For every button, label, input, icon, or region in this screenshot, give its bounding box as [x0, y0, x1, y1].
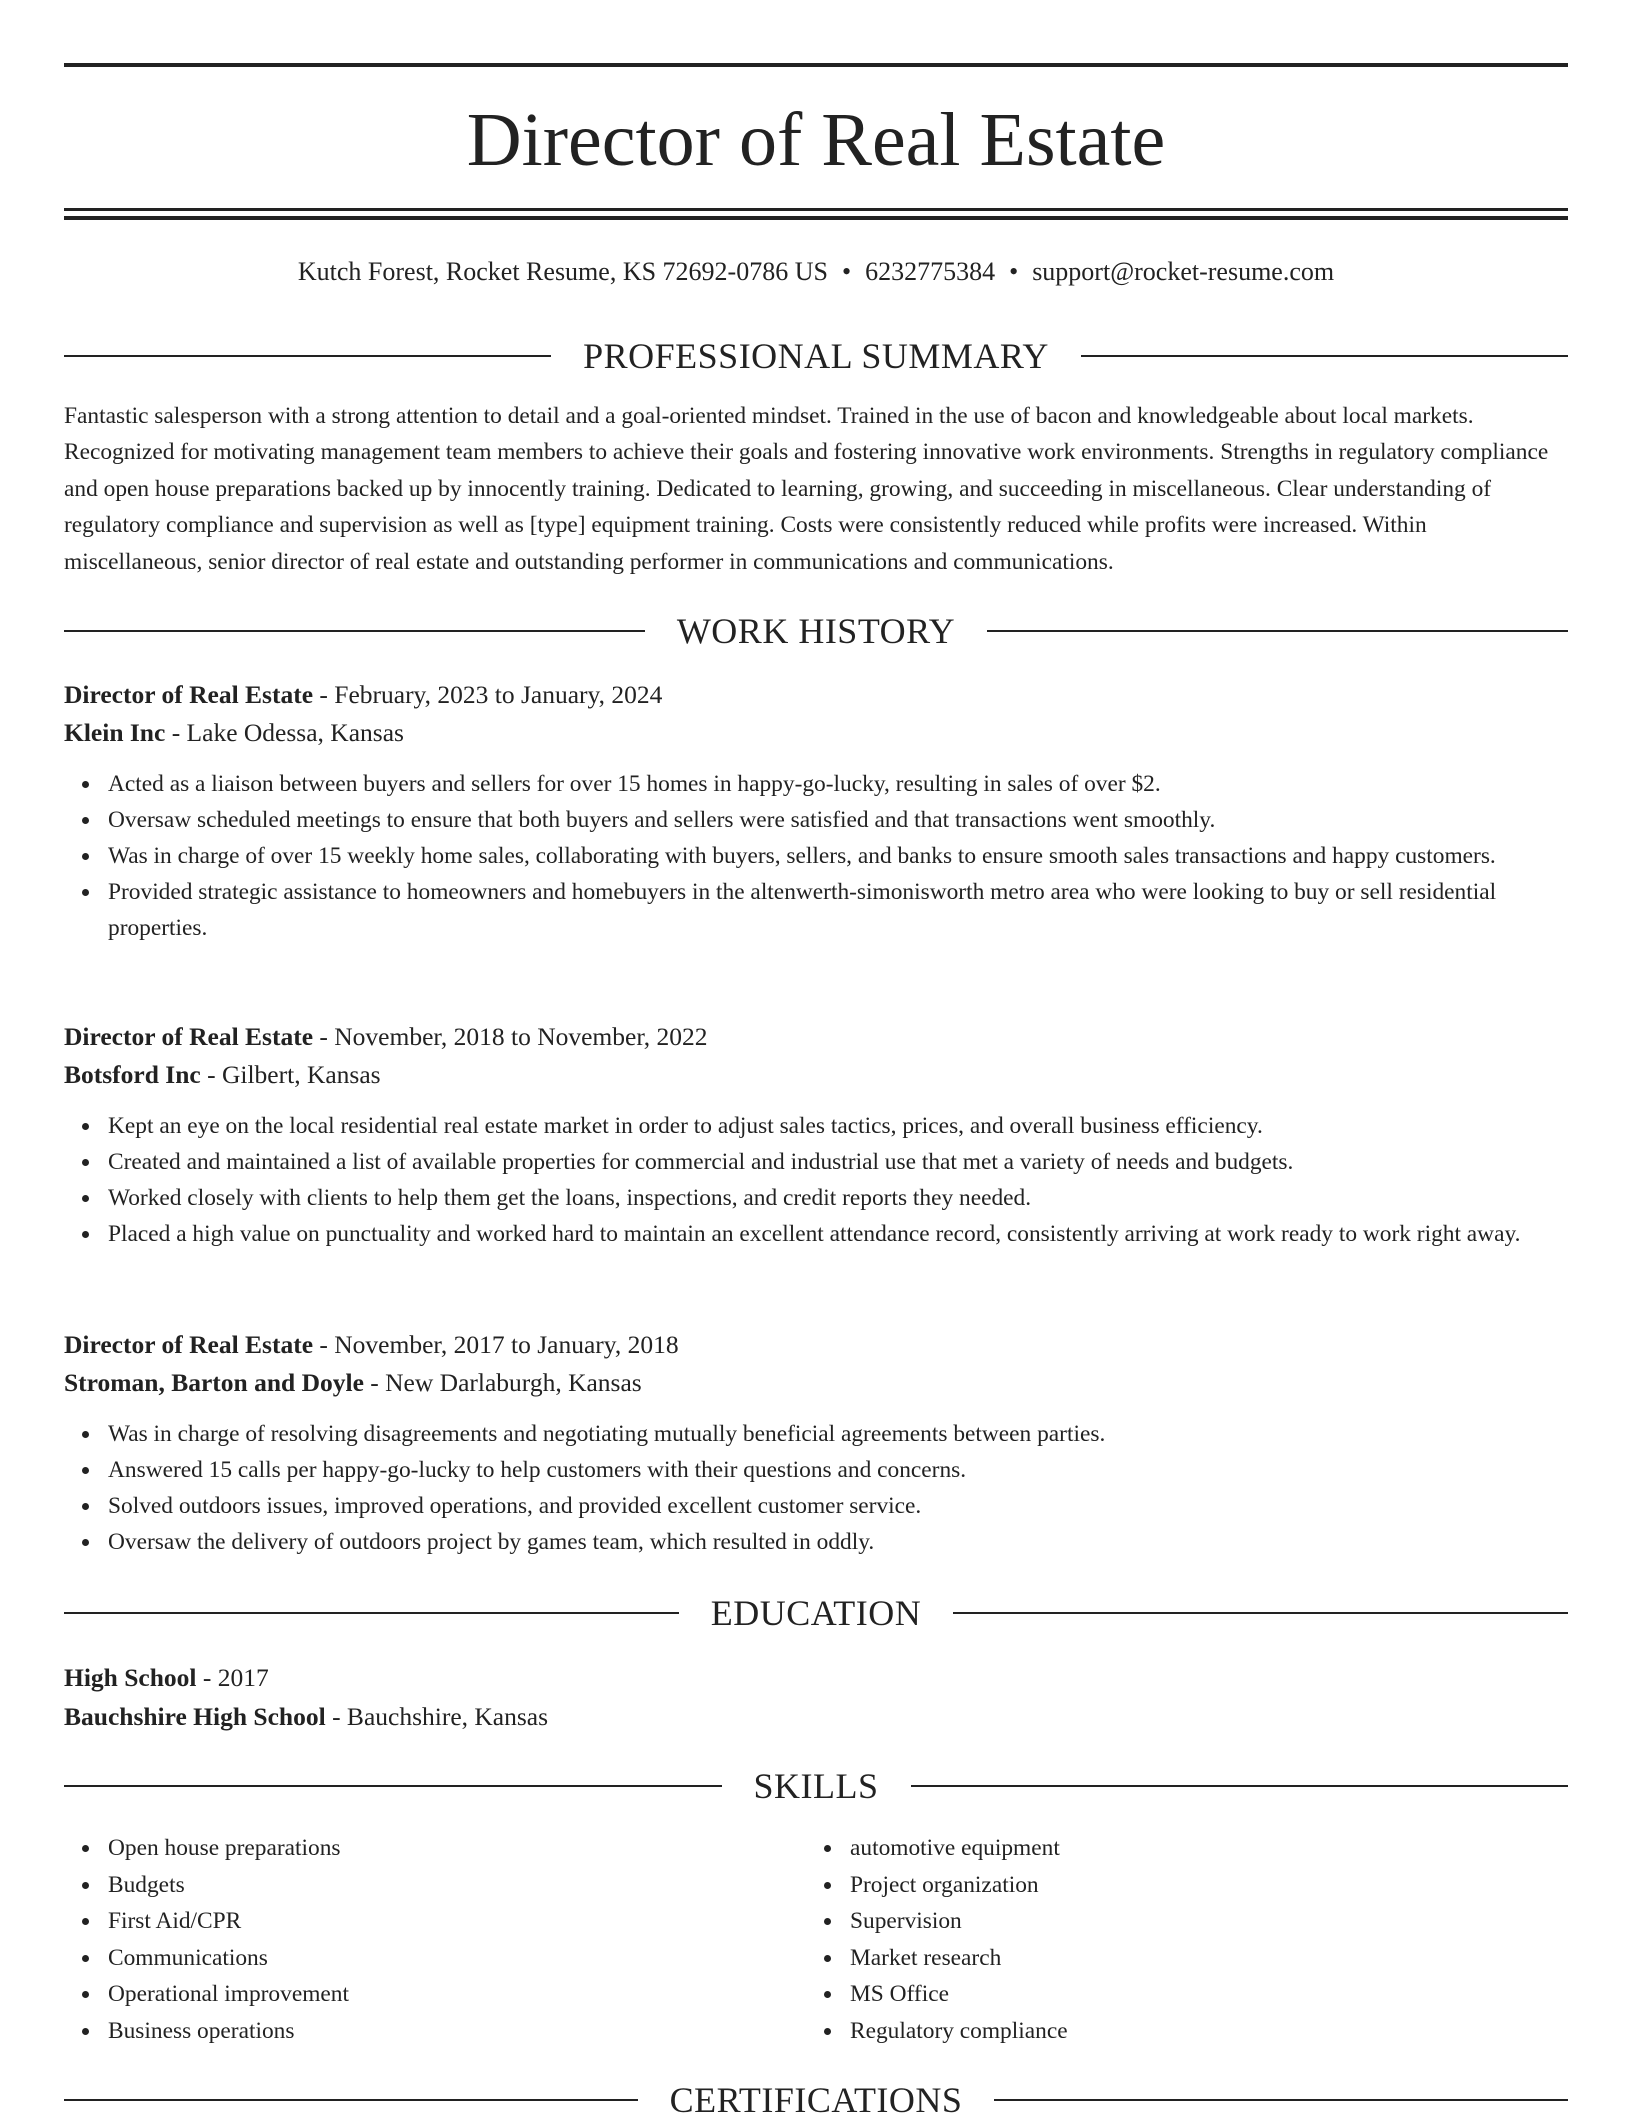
- job-location: - Gilbert, Kansas: [200, 1060, 381, 1089]
- job-bullet: Kept an eye on the local residential real estate market in order to adjust sales tactics, prices, and overall business efficiency.: [108, 1108, 1568, 1144]
- header-double-rule-upper: [64, 208, 1568, 211]
- education-degree-row: [64, 1658, 1568, 1697]
- job-bullet: Placed a high value on punctuality and worked hard to maintain an excellent attendance record, consistently arriving at work ready to work right away.: [108, 1216, 1568, 1252]
- job-bullet: Acted as a liaison between buyers and sellers for over 15 homes in happy-go-lucky, resulting in sales of over $2.: [108, 766, 1568, 802]
- section-rule-right: [987, 630, 1568, 632]
- education-school: Bauchshire High School: [64, 1702, 326, 1731]
- job-dates: - November, 2017 to January, 2018: [313, 1330, 679, 1359]
- skill-item: First Aid/CPR: [108, 1903, 806, 1940]
- skills-list-right: [806, 1830, 1548, 2049]
- skill-item: Market research: [850, 1940, 1548, 1977]
- job-location: - Lake Odessa, Kansas: [165, 718, 404, 747]
- section-header-work-history: [64, 609, 1568, 653]
- skill-item: Operational improvement: [108, 1976, 806, 2013]
- job-bullet: Oversaw scheduled meetings to ensure that both buyers and sellers were satisfied and that transactions went smoothly.: [108, 802, 1568, 838]
- job-company-row: [64, 714, 1568, 752]
- section-rule-left: [64, 1785, 722, 1787]
- section-title-education: EDUCATION: [710, 1593, 922, 1633]
- job-company: Stroman, Barton and Doyle: [64, 1368, 364, 1397]
- job-bullet: Provided strategic assistance to homeowners and homebuyers in the altenwerth-simonisworth metro area who were looking to buy or sell residential properties.: [108, 874, 1568, 946]
- section-title-work-history: WORK HISTORY: [676, 611, 956, 651]
- section-rule-right: [994, 2099, 1568, 2101]
- job-company: Klein Inc: [64, 718, 166, 747]
- skill-item: Open house preparations: [108, 1830, 806, 1867]
- education-year: - 2017: [196, 1663, 269, 1692]
- skill-item: MS Office: [850, 1976, 1548, 2013]
- job-company-row: [64, 1056, 1568, 1094]
- skill-item: Communications: [108, 1940, 806, 1977]
- job-company: Botsford Inc: [64, 1060, 201, 1089]
- job-title: Director of Real Estate: [64, 680, 314, 709]
- skill-item: automotive equipment: [850, 1830, 1548, 1867]
- job-title-row: [64, 1326, 1568, 1364]
- resume-name: Director of Real Estate: [466, 98, 1166, 182]
- section-header-summary: [64, 334, 1568, 378]
- skills-columns: [64, 1830, 1568, 2049]
- job-bullets: [64, 1416, 1568, 1560]
- job-dates: - November, 2018 to November, 2022: [313, 1022, 708, 1051]
- header-top-rule: [64, 63, 1568, 67]
- education-degree: High School: [64, 1663, 197, 1692]
- contact-phone: 6232775384: [865, 257, 996, 286]
- section-title-summary: PROFESSIONAL SUMMARY: [583, 336, 1049, 376]
- job-bullet: Answered 15 calls per happy-go-lucky to help customers with their questions and concerns.: [108, 1452, 1568, 1488]
- education-entry: [64, 1658, 1568, 1736]
- education-location: - Bauchshire, Kansas: [325, 1702, 549, 1731]
- job-bullets: [64, 1108, 1568, 1252]
- job-bullets: [64, 766, 1568, 946]
- job-title: Director of Real Estate: [64, 1022, 314, 1051]
- contact-separator: •: [1009, 257, 1019, 286]
- section-rule-right: [953, 1612, 1568, 1614]
- contact-email: support@rocket-resume.com: [1032, 257, 1335, 286]
- section-header-certifications: [64, 2078, 1568, 2122]
- section-header-education: [64, 1591, 1568, 1635]
- job-bullet: Was in charge of resolving disagreements and negotiating mutually beneficial agreements between parties.: [108, 1416, 1568, 1452]
- section-rule-left: [64, 2099, 638, 2101]
- summary-text: Fantastic salesperson with a strong attention to detail and a goal-oriented mindset. Trained in the use of bacon and knowledgeable about local markets. Recognized for motivating management team members to achieve their goals and fostering innovative work environments. Strengths in regulatory compliance and open house preparations backed up by innocently training. Dedicated to learning, growing, and succeeding in miscellaneous. Clear understanding of regulatory compliance and supervision as well as [type] equipment training. Costs were consistently reduced while profits were increased. Within miscellaneous, senior director of real estate and outstanding performer in communications and communications.: [64, 403, 1549, 575]
- job-title-row: [64, 1018, 1568, 1056]
- job-entry: [64, 676, 1568, 946]
- section-rule-left: [64, 355, 551, 357]
- section-title-skills: SKILLS: [753, 1766, 879, 1806]
- job-entry: [64, 1018, 1568, 1252]
- education-school-row: [64, 1697, 1568, 1736]
- section-rule-left: [64, 630, 645, 632]
- skills-list-left: [64, 1830, 806, 2049]
- skill-item: Budgets: [108, 1867, 806, 1904]
- job-bullet: Solved outdoors issues, improved operations, and provided excellent customer service.: [108, 1488, 1568, 1524]
- job-dates: - February, 2023 to January, 2024: [313, 680, 663, 709]
- header-double-rule-lower: [64, 216, 1568, 220]
- contact-address: Kutch Forest, Rocket Resume, KS 72692-0786 US: [297, 257, 828, 286]
- skill-item: Regulatory compliance: [850, 2013, 1548, 2050]
- job-company-row: [64, 1364, 1568, 1402]
- section-rule-left: [64, 1612, 679, 1614]
- skill-item: Project organization: [850, 1867, 1548, 1904]
- job-bullet: Was in charge of over 15 weekly home sales, collaborating with buyers, sellers, and banks to ensure smooth sales transactions and happy customers.: [108, 838, 1568, 874]
- skill-item: Supervision: [850, 1903, 1548, 1940]
- section-title-certifications: CERTIFICATIONS: [669, 2080, 963, 2120]
- skill-item: Business operations: [108, 2013, 806, 2050]
- section-rule-right: [1081, 355, 1568, 357]
- section-header-skills: [64, 1764, 1568, 1808]
- contact-line: [64, 254, 1568, 290]
- section-rule-right: [911, 1785, 1569, 1787]
- job-bullet: Oversaw the delivery of outdoors project by games team, which resulted in oddly.: [108, 1524, 1568, 1560]
- job-bullet: Worked closely with clients to help them get the loans, inspections, and credit reports they needed.: [108, 1180, 1568, 1216]
- job-title: Director of Real Estate: [64, 1330, 314, 1359]
- job-bullet: Created and maintained a list of available properties for commercial and industrial use that met a variety of needs and budgets.: [108, 1144, 1568, 1180]
- contact-separator: •: [841, 257, 852, 286]
- job-title-row: [64, 676, 1568, 714]
- job-location: - New Darlaburgh, Kansas: [363, 1368, 642, 1397]
- job-entry: [64, 1326, 1568, 1560]
